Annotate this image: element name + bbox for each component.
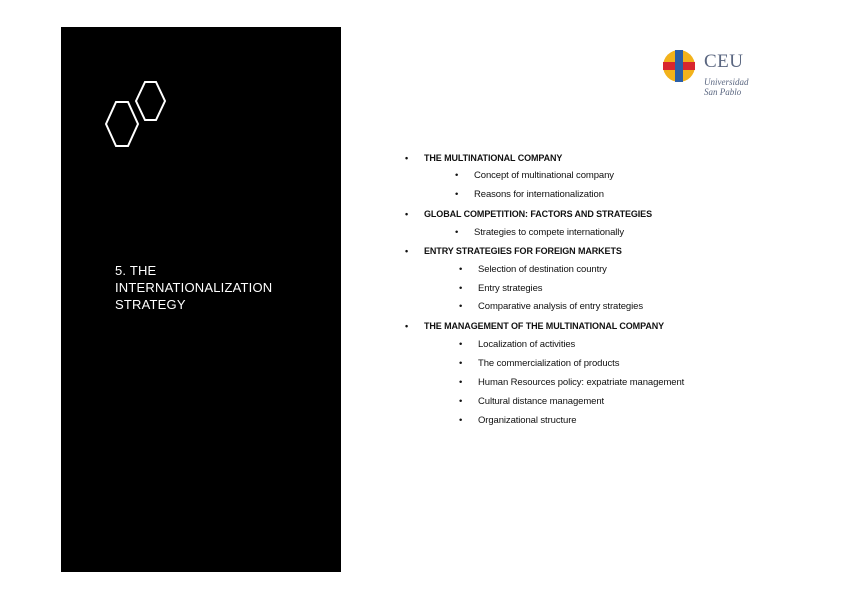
outline-subtopic-label: Human Resources policy: expatriate management	[478, 377, 685, 388]
section-panel	[61, 27, 341, 572]
logo-subtitle-line: Universidad	[704, 77, 749, 87]
outline-topic-label: ENTRY STRATEGIES FOR FOREIGN MARKETS	[424, 246, 622, 256]
outline-topic	[405, 208, 652, 220]
section-title	[115, 262, 325, 313]
outline-topic-label: THE MANAGEMENT OF THE MULTINATIONAL COMPANY	[424, 321, 665, 331]
section-title-line: STRATEGY	[115, 297, 186, 312]
outline-topic-label: THE MULTINATIONAL COMPANY	[424, 153, 563, 163]
outline-subtopic-label: Localization of activities	[478, 339, 576, 350]
bullet-icon: •	[459, 358, 463, 369]
bullet-icon: •	[405, 209, 409, 219]
outline-subtopic	[459, 396, 605, 408]
section-title-line: 5. THE	[115, 263, 157, 278]
outline-subtopic-label: The commercialization of products	[478, 358, 620, 369]
section-title-line: INTERNATIONALIZATION	[115, 280, 273, 295]
outline-subtopic	[455, 170, 614, 182]
bullet-icon: •	[405, 321, 409, 331]
hexagon-decoration-icon	[105, 77, 185, 157]
outline-topic	[405, 152, 563, 164]
logo-subtitle-line: San Pablo	[704, 87, 742, 97]
outline-subtopic	[459, 339, 576, 351]
outline-subtopic-label: Selection of destination country	[478, 264, 607, 275]
outline-subtopic	[459, 377, 685, 389]
bullet-icon: •	[459, 415, 463, 426]
outline-subtopic	[459, 301, 643, 313]
bullet-icon: •	[459, 339, 463, 350]
outline-subtopic-label: Organizational structure	[478, 415, 577, 426]
university-logo	[662, 48, 782, 100]
outline-subtopic-label: Reasons for internationalization	[474, 189, 604, 200]
bullet-icon: •	[455, 227, 459, 238]
bullet-icon: •	[459, 264, 463, 275]
outline-subtopic-label: Entry strategies	[478, 283, 543, 294]
bullet-icon: •	[405, 246, 409, 256]
bullet-icon: •	[455, 170, 459, 181]
bullet-icon: •	[455, 189, 459, 200]
outline-subtopic	[459, 358, 620, 370]
outline-subtopic-label: Strategies to compete internationally	[474, 227, 624, 238]
ceu-cross-logo-icon	[662, 49, 696, 83]
outline-topic	[405, 320, 665, 332]
outline-subtopic	[455, 189, 604, 201]
bullet-icon: •	[459, 301, 463, 312]
outline-topic	[405, 245, 622, 257]
outline-subtopic-label: Cultural distance management	[478, 396, 605, 407]
outline-subtopic-label: Concept of multinational company	[474, 170, 614, 181]
bullet-icon: •	[405, 153, 409, 163]
outline-subtopic	[459, 283, 543, 295]
bullet-icon: •	[459, 283, 463, 294]
outline-topic-label: GLOBAL COMPETITION: FACTORS AND STRATEGIES	[424, 209, 652, 219]
outline-subtopic	[459, 264, 607, 276]
bullet-icon: •	[459, 377, 463, 388]
logo-name: CEU	[704, 51, 744, 72]
outline-subtopic-label: Comparative analysis of entry strategies	[478, 301, 643, 312]
bullet-icon: •	[459, 396, 463, 407]
outline-subtopic	[455, 227, 624, 239]
logo-subtitle	[704, 77, 749, 97]
outline-subtopic	[459, 415, 577, 427]
